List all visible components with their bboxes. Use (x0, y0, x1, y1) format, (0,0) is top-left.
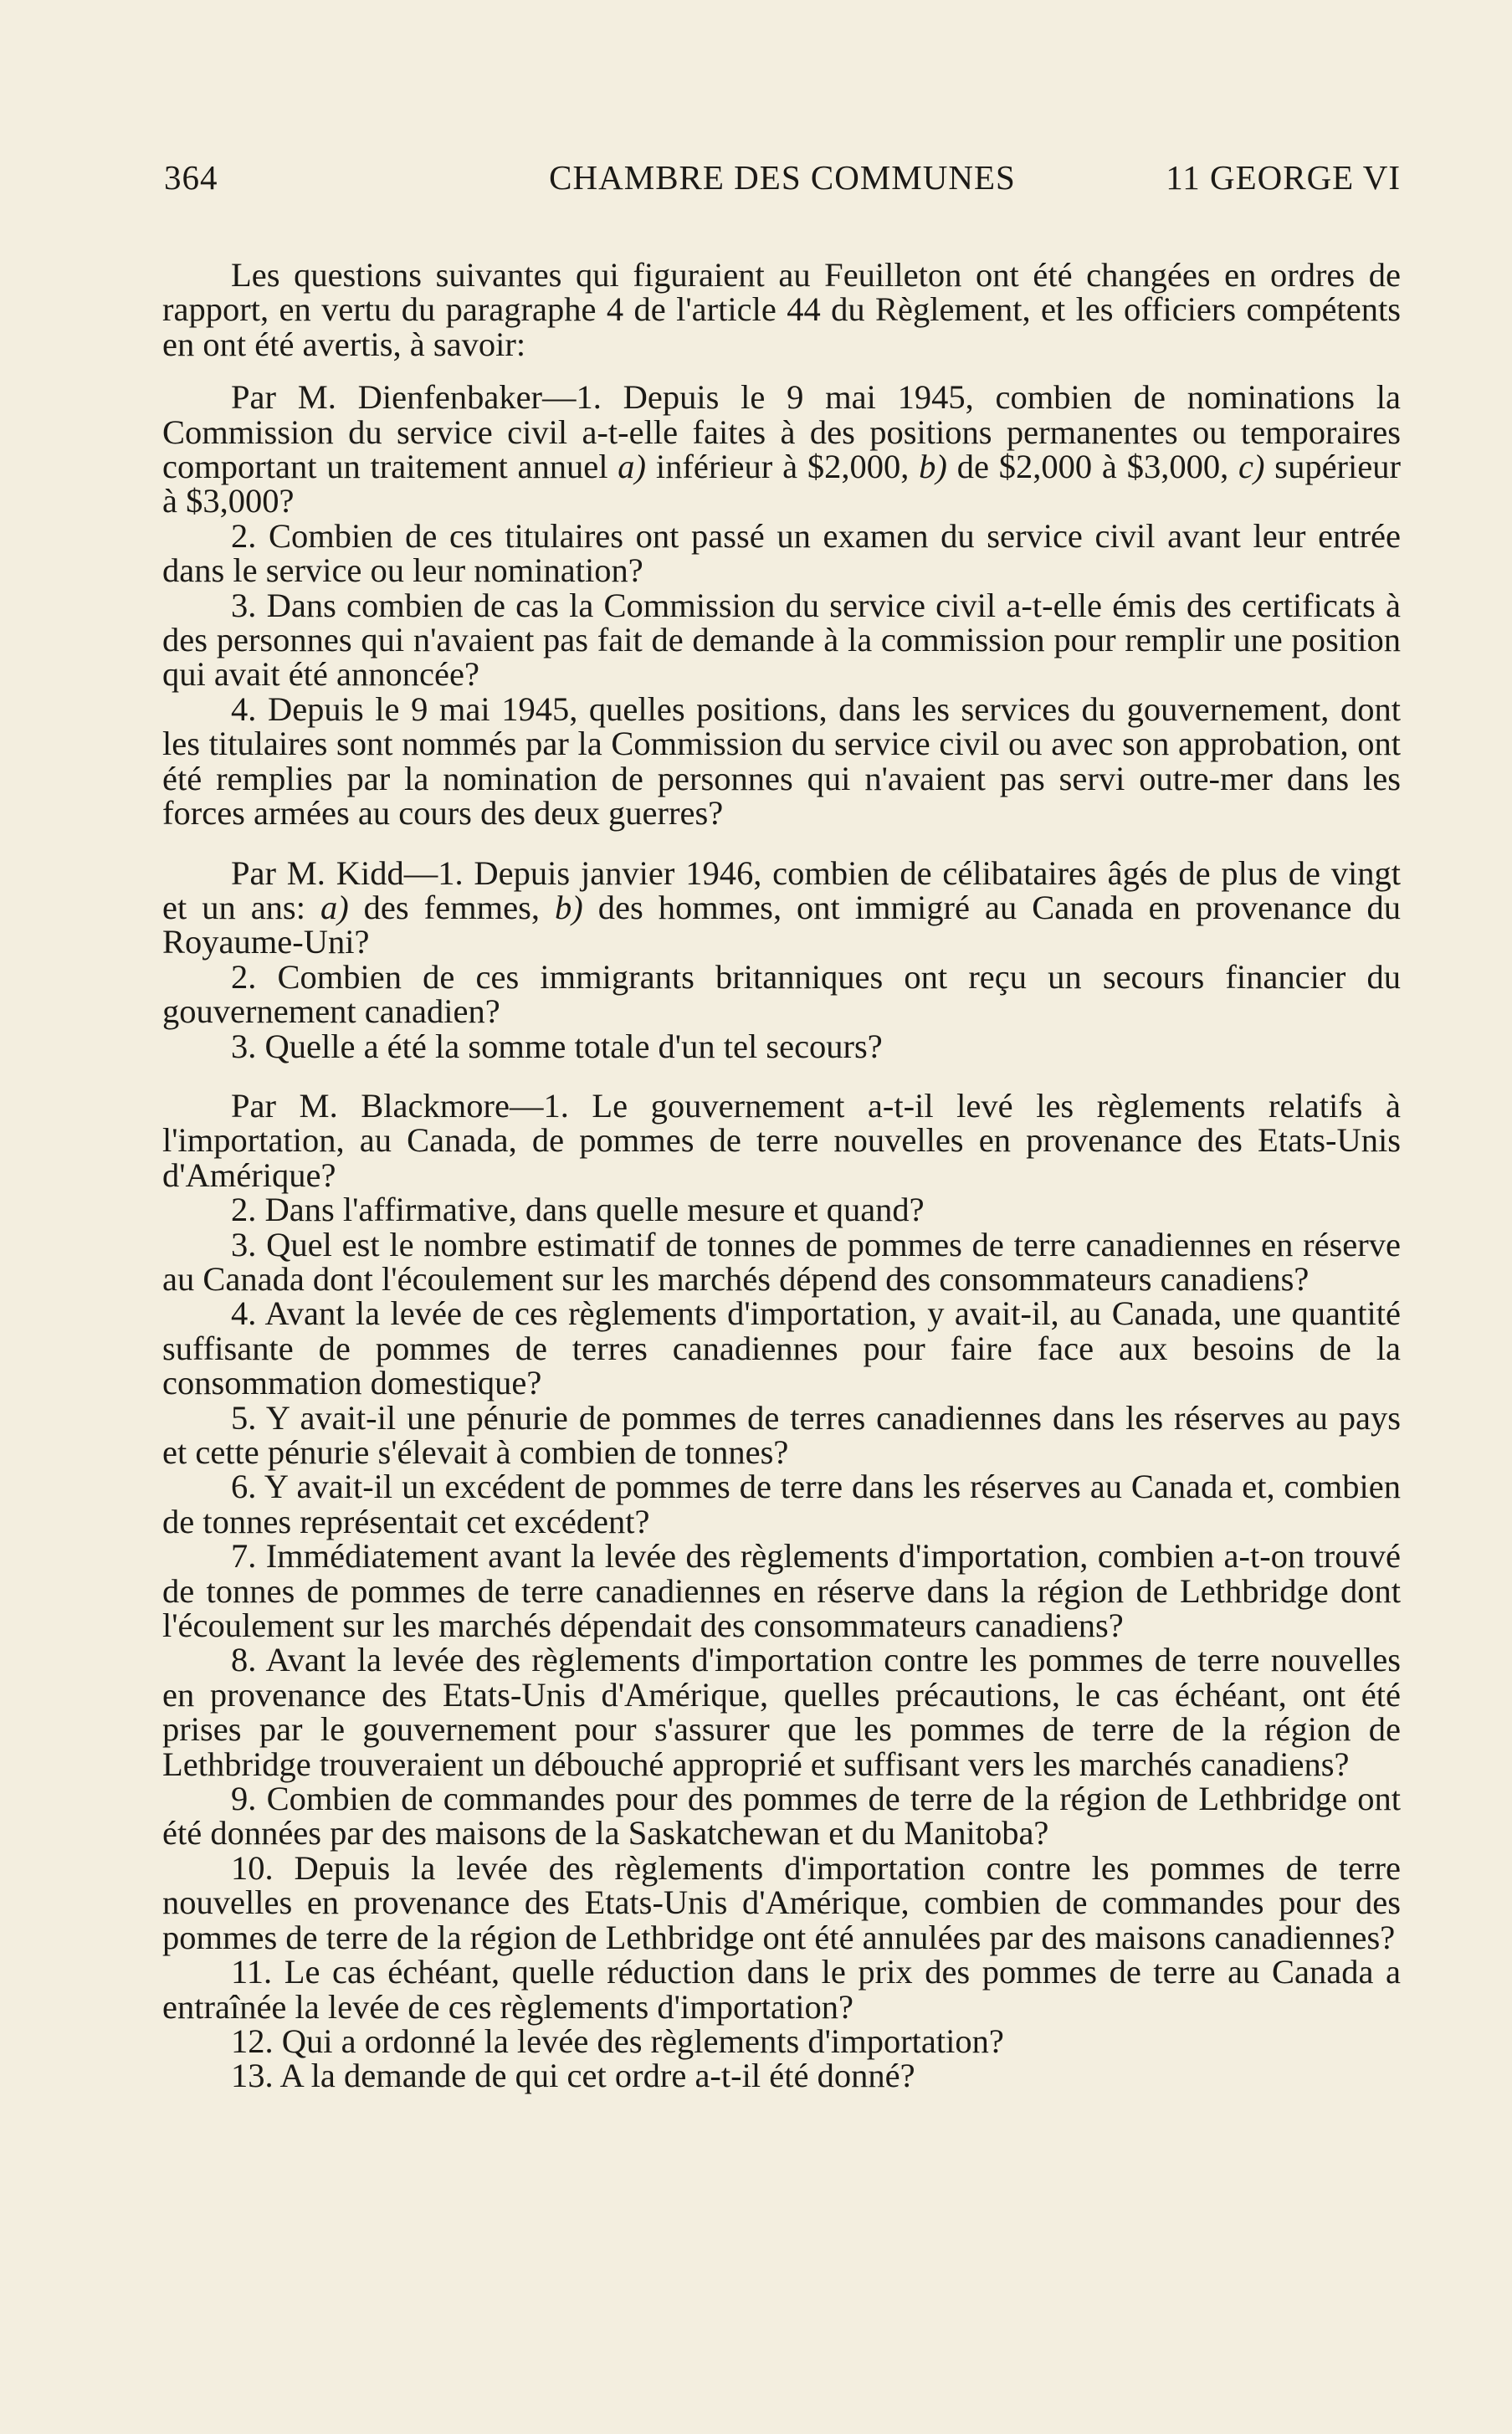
running-header (164, 157, 1401, 208)
question-text: des hommes, ont immigré au Canada en provenance du Royaume-Uni? (162, 888, 1401, 961)
intro-paragraph: Les questions suivantes qui figuraient au Feuilleton ont été changées en ordres de rapport, en vertu du paragraphe 4 de l'article 44 du Règlement, et les officiers compétents en ont été avertis, à savoir: (162, 256, 1401, 363)
item-label: b) (554, 888, 583, 926)
question-paragraph: 13. A la demande de qui cet ordre a-t-il été donné? (231, 2057, 915, 2095)
question-text: Par M. Kidd—1. Depuis janvier 1946, combien de célibataires âgés de plus de vingt et un ans: (162, 853, 1401, 926)
header-session: 11 GEORGE VI (1166, 158, 1401, 197)
question-text: de $2,000 à $3,000, (946, 448, 1239, 486)
header-title: CHAMBRE DES COMMUNES (549, 158, 1016, 197)
page-number: 364 (164, 158, 218, 197)
item-label: a) (618, 448, 647, 486)
question-paragraph: 2. Combien de ces immigrants britanniques ont reçu un secours financier du gouvernement canadien? (162, 957, 1401, 1031)
question-text: des femmes, (348, 888, 555, 926)
question-paragraph: 8. Avant la levée des règlements d'importation contre les pommes de terre nouvelles en provenance des Etats-Unis d'Amérique, quelles précautions, le cas échéant, ont été prises par le gouvernement pour s'assurer que les pommes de terre de la région de Lethbridge trouveraient un débouché approprié et suffisant vers les marchés canadiens? (162, 1641, 1401, 1783)
question-paragraph: 6. Y avait-il un excédent de pommes de terre dans les réserves au Canada et, combien de tonnes représentait cet excédent? (162, 1468, 1401, 1540)
question-text: supérieur à $3,000? (162, 448, 1401, 520)
question-paragraph: 10. Depuis la levée des règlements d'importation contre les pommes de terre nouvelles en provenance des Etats-Unis d'Amérique, combien de commandes pour des pommes de terre de la région de Lethbridge ont été annulées par des maisons canadiennes? (162, 1848, 1401, 1956)
question-paragraph: 12. Qui a ordonné la levée des règlements d'importation? (231, 2022, 1004, 2060)
item-label: b) (919, 448, 947, 486)
question-text: Par M. Dienfenbaker—1. Depuis le 9 mai 1945, combien de nominations la Commission du service civil a-t-elle faites à des positions permanentes ou temporaires comportant un traitement annuel (162, 378, 1401, 486)
question-paragraph: 9. Combien de commandes pour des pommes de terre de la région de Lethbridge ont été données par des maisons de la Saskatchewan et du Manitoba? (162, 1780, 1401, 1852)
question-paragraph: 3. Quelle a été la somme totale d'un tel secours? (231, 1027, 883, 1065)
item-label: a) (320, 888, 349, 926)
question-paragraph: 5. Y avait-il une pénurie de pommes de terres canadiennes dans les réserves au pays et cette pénurie s'élevait à combien de tonnes? (162, 1398, 1401, 1471)
question-paragraph: 4. Avant la levée de ces règlements d'importation, y avait-il, au Canada, une quantité suffisante de pommes de terres canadiennes pour faire face aux besoins de la consommation domestique? (162, 1294, 1401, 1402)
question-paragraph: 4. Depuis le 9 mai 1945, quelles positions, dans les services du gouvernement, dont les titulaires sont nommés par la Commission du service civil ou avec son approbation, ont été remplies par la nomination de personnes qui n'avaient pas servi outre-mer dans les forces armées au cours des deux guerres? (162, 689, 1401, 833)
question-paragraph: 3. Dans combien de cas la Commission du service civil a-t-elle émis des certificats à des personnes qui n'avaient pas fait de demande à la commission pour remplir une position qui avait été annoncée? (162, 586, 1401, 694)
question-paragraph: 2. Combien de ces titulaires ont passé un examen du service civil avant leur entrée dans le service ou leur nomination? (162, 516, 1401, 590)
question-text: inférieur à $2,000, (646, 448, 920, 486)
body-text (162, 258, 1401, 2093)
question-paragraph (162, 853, 1401, 961)
question-paragraph: 11. Le cas échéant, quelle réduction dans le prix des pommes de terre au Canada a entraînée la levée de ces règlements d'importation? (162, 1953, 1401, 2026)
question-paragraph (162, 380, 1401, 519)
question-paragraph: 3. Quel est le nombre estimatif de tonnes de pommes de terre canadiennes en réserve au Canada dont l'écoulement sur les marchés dépend des consommateurs canadiens? (162, 1225, 1401, 1298)
question-paragraph: 7. Immédiatement avant la levée des règlements d'importation, combien a-t-on trouvé de tonnes de pommes de terre canadiennes en réserve dans la région de Lethbridge dont l'écoulement sur les marchés dépendait des consommateurs canadiens? (162, 1537, 1401, 1645)
question-paragraph: Par M. Blackmore—1. Le gouvernement a-t-il levé les règlements relatifs à l'importation, au Canada, de pommes de terre nouvelles en provenance des Etats-Unis d'Amérique? (162, 1086, 1401, 1194)
item-label: c) (1238, 448, 1265, 486)
question-paragraph: 2. Dans l'affirmative, dans quelle mesure et quand? (231, 1191, 925, 1229)
